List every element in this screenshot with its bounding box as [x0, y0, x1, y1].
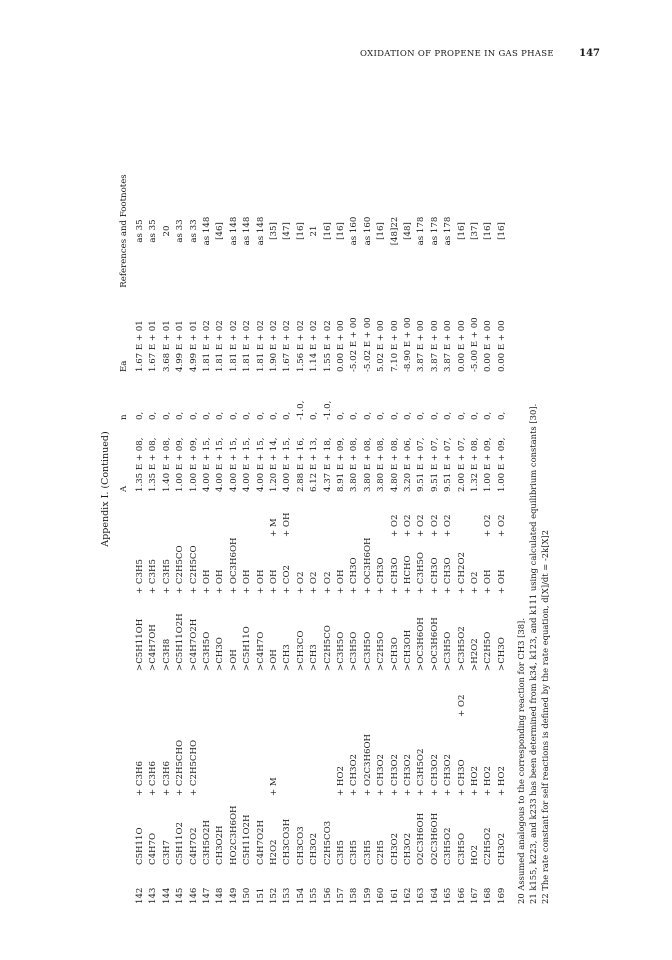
cell-no: 161: [389, 887, 400, 904]
column-header-A: A: [119, 485, 129, 492]
cell-A: 6.12 E + 13,: [309, 437, 320, 492]
cell-p1: >CH3: [282, 644, 293, 671]
cell-A: 1.35 E + 08,: [148, 437, 159, 492]
cell-p1: >OC3H6OH: [416, 617, 427, 671]
cell-r1: C3H5O2H: [202, 819, 212, 865]
cell-ref: as 33: [188, 219, 199, 243]
cell-ref: 21: [309, 225, 320, 237]
cell-p1: >C2H5CO: [322, 625, 333, 671]
cell-Ea: 3.68 E + 01: [161, 320, 172, 372]
cell-p3: + O2: [443, 514, 454, 537]
cell-A: 4.37 E + 18,: [322, 437, 333, 492]
cell-Ea: 4.99 E + 01: [175, 320, 186, 372]
cell-A: 1.00 E + 09,: [496, 437, 507, 492]
cell-ref: as 148: [202, 216, 212, 246]
cell-n: 0,: [309, 411, 320, 420]
cell-p2: + C3H5: [161, 559, 172, 594]
running-title: OXIDATION OF PROPENE IN GAS PHASE: [360, 49, 554, 59]
cell-A: 3.80 E + 08,: [376, 437, 387, 492]
cell-A: 9.51 E + 07,: [429, 437, 440, 492]
cell-r1: CH3O2: [403, 832, 413, 865]
cell-p1: >OH: [269, 649, 279, 671]
cell-no: 165: [443, 887, 454, 904]
cell-ref: 20: [161, 225, 172, 237]
cell-p3: + O2: [429, 514, 440, 537]
cell-n: 0,: [148, 411, 159, 420]
cell-no: 160: [376, 887, 387, 904]
cell-r2: + HO2: [496, 766, 507, 796]
cell-no: 163: [416, 887, 427, 904]
cell-n: 0,: [389, 411, 400, 420]
cell-ref: [16]: [322, 222, 333, 240]
cell-no: 154: [295, 887, 306, 904]
cell-A: 4.00 E + 15,: [202, 437, 212, 492]
cell-no: 151: [255, 887, 266, 904]
cell-p2: + C2H5CO: [175, 545, 186, 594]
cell-ref: [16]: [336, 222, 346, 240]
cell-p2: + C3H5: [135, 559, 145, 594]
cell-A: 1.32 E + 08,: [470, 437, 480, 492]
cell-n: 0,: [175, 411, 186, 420]
cell-p2: + O2: [295, 571, 306, 594]
cell-no: 153: [282, 887, 293, 904]
column-header-refs: References and Footnotes: [119, 174, 129, 288]
cell-p3: + OH: [282, 512, 293, 537]
cell-r1: C2H5O2: [483, 827, 494, 865]
cell-p3: + O2: [496, 514, 507, 537]
cell-Ea: 0.00 E + 00: [456, 320, 467, 372]
cell-ref: as 148: [242, 216, 253, 246]
cell-p1: >C5H11O: [242, 626, 253, 671]
cell-A: 2.88 E + 16,: [295, 437, 306, 492]
cell-n: 0,: [349, 411, 360, 420]
cell-p1: >OC3H6OH: [429, 617, 440, 671]
cell-r2: + M: [269, 777, 279, 796]
cell-n: 0,: [282, 411, 293, 420]
cell-no: 166: [456, 887, 467, 904]
cell-r1: C3H7: [161, 839, 172, 865]
cell-A: 3.80 E + 08,: [362, 437, 373, 492]
cell-n: 0,: [496, 411, 507, 420]
cell-no: 169: [496, 887, 507, 904]
cell-p3: + O2: [389, 514, 400, 537]
cell-p1: >CH3OH: [403, 629, 413, 671]
cell-r1: C4H7O: [148, 832, 159, 865]
cell-r1: C3H5O2: [443, 827, 454, 865]
cell-p1: >CH3CO: [295, 630, 306, 671]
cell-A: 9.51 E + 07,: [416, 437, 427, 492]
cell-ref: [16]: [295, 222, 306, 240]
cell-r1: CH3O2H: [215, 825, 226, 865]
cell-A: 1.00 E + 09,: [483, 437, 494, 492]
cell-p2: + OC3H6OH: [362, 537, 373, 594]
cell-no: 158: [349, 887, 360, 904]
cell-Ea: -5.00 E + 00: [470, 317, 480, 372]
cell-p2: + CH3O: [389, 557, 400, 594]
cell-n: 0,: [416, 411, 427, 420]
cell-p1: >CH3O: [496, 637, 507, 671]
cell-p1: >C3H5O2: [456, 626, 467, 671]
cell-ref: [48]: [403, 222, 413, 240]
cell-p1: >C3H8: [161, 638, 172, 671]
cell-p2: + OH: [215, 569, 226, 594]
cell-n: 0,: [470, 411, 480, 420]
cell-r2: + CH3O2: [403, 754, 413, 796]
cell-r2: + CH3O2: [376, 754, 387, 796]
cell-ref: [16]: [483, 222, 494, 240]
cell-A: 3.20 E + 06,: [403, 437, 413, 492]
cell-p1: >C4H7O: [255, 631, 266, 671]
cell-ref: [48]22: [389, 216, 400, 246]
cell-A: 4.80 E + 08,: [389, 437, 400, 492]
cell-Ea: 1.67 E + 01: [135, 320, 145, 372]
rotated-table: [96, 104, 556, 904]
cell-Ea: 1.67 E + 01: [148, 320, 159, 372]
cell-r1: HO2: [470, 844, 480, 865]
cell-r2: + C2H5CHO: [175, 739, 186, 796]
cell-no: 149: [228, 887, 239, 904]
cell-no: 152: [269, 887, 279, 904]
cell-no: 156: [322, 887, 333, 904]
cell-Ea: 0.00 E + 00: [483, 320, 494, 372]
footnote: 21 k155, k223, and k233 has been determined from k34, k123, and k111 using calculated equilibrium constants [30].: [528, 403, 539, 904]
cell-p3: + O2: [483, 514, 494, 537]
cell-r1: C2H5CO3: [322, 820, 333, 865]
cell-r2: + O2C3H6OH: [362, 734, 373, 796]
cell-n: 0,: [242, 411, 253, 420]
cell-p2: + C2H5CO: [188, 545, 199, 594]
cell-p1: >C3H5O: [362, 631, 373, 671]
cell-no: 168: [483, 887, 494, 904]
cell-ref: as 148: [228, 216, 239, 246]
cell-no: 159: [362, 887, 373, 904]
cell-r1: C3H5: [362, 839, 373, 865]
cell-r1: C5H11O: [135, 827, 145, 865]
cell-r1: CH3O2: [309, 832, 320, 865]
cell-A: 1.00 E + 09,: [175, 437, 186, 492]
cell-p2: + O2: [322, 571, 333, 594]
cell-n: 0,: [403, 411, 413, 420]
cell-n: 0,: [161, 411, 172, 420]
cell-r1: H2O2: [269, 839, 279, 865]
cell-r2: + CH3O2: [429, 754, 440, 796]
cell-ref: as 35: [148, 219, 159, 243]
cell-p2: + OC3H6OH: [228, 537, 239, 594]
column-header-n: n: [119, 414, 129, 420]
cell-r2: + C3H6: [135, 761, 145, 796]
cell-r1: C4H7O2H: [255, 819, 266, 865]
cell-n: 0,: [202, 411, 212, 420]
page-number: 147: [579, 48, 600, 59]
cell-r2: + CH3O2: [443, 754, 454, 796]
cell-ref: as 178: [443, 216, 454, 246]
cell-A: 4.00 E + 15,: [255, 437, 266, 492]
cell-ref: as 148: [255, 216, 266, 246]
cell-n: 0,: [135, 411, 145, 420]
cell-no: 144: [161, 887, 172, 904]
cell-no: 148: [215, 887, 226, 904]
cell-ref: [16]: [456, 222, 467, 240]
cell-Ea: 0.00 E + 00: [496, 320, 507, 372]
cell-ref: [37]: [470, 222, 480, 240]
cell-Ea: -5.02 E + 00: [349, 317, 360, 372]
cell-r1: C5H11O2H: [242, 814, 253, 865]
cell-n: 0,: [255, 411, 266, 420]
cell-p3: + O2: [416, 514, 427, 537]
cell-p1: >C5H11O2H: [175, 613, 186, 671]
cell-r2: + CH3O2: [349, 754, 360, 796]
cell-no: 155: [309, 887, 320, 904]
cell-r1: O2C3H6OH: [429, 812, 440, 865]
cell-n: -1.0,: [322, 400, 333, 420]
cell-p1: >C3H5O: [349, 631, 360, 671]
cell-A: 4.00 E + 15,: [215, 437, 226, 492]
cell-p1: >H2O2: [470, 638, 480, 671]
cell-r2: + C3H6: [148, 761, 159, 796]
cell-p1: >C5H11OH: [135, 618, 145, 671]
cell-no: 147: [202, 887, 212, 904]
cell-Ea: -5.02 E + 00: [362, 317, 373, 372]
cell-no: 167: [470, 887, 480, 904]
cell-Ea: 3.87 E + 00: [429, 320, 440, 372]
cell-n: 0,: [483, 411, 494, 420]
cell-r1: CH3CO3H: [282, 818, 293, 865]
cell-r1: C4H7O2: [188, 827, 199, 865]
cell-A: 1.35 E + 08,: [135, 437, 145, 492]
cell-n: 0,: [443, 411, 454, 420]
cell-Ea: 1.81 E + 02: [228, 320, 239, 372]
cell-n: 0,: [228, 411, 239, 420]
cell-A: 1.20 E + 14,: [269, 437, 279, 492]
cell-A: 2.00 E + 07,: [456, 437, 467, 492]
cell-p1: >C2H5O: [376, 631, 387, 671]
cell-p2: + HCHO: [403, 555, 413, 594]
cell-r2: + HO2: [483, 766, 494, 796]
cell-ref: as 160: [362, 216, 373, 246]
cell-Ea: 3.87 E + 00: [443, 320, 454, 372]
cell-p2: + C3H5O: [416, 552, 427, 594]
cell-p1: >CH3: [309, 644, 320, 671]
cell-n: 0,: [269, 411, 279, 420]
cell-ref: as 178: [416, 216, 427, 246]
cell-Ea: 1.55 E + 02: [322, 320, 333, 372]
cell-A: 9.51 E + 07,: [443, 437, 454, 492]
running-header: [360, 49, 600, 59]
cell-p2: + CH3O: [349, 557, 360, 594]
cell-p2: + CH3O: [443, 557, 454, 594]
cell-no: 164: [429, 887, 440, 904]
cell-p2: + CO2: [282, 564, 293, 594]
cell-ref: as 160: [349, 216, 360, 246]
cell-r1: CH3CO3: [295, 826, 306, 865]
cell-ref: [46]: [215, 222, 226, 240]
cell-Ea: -8.90 E + 00: [403, 317, 413, 372]
cell-p2: + OH: [202, 569, 212, 594]
cell-r1: C3H5: [336, 839, 346, 865]
cell-Ea: 1.81 E + 02: [202, 320, 212, 372]
cell-p2: + CH3O: [429, 557, 440, 594]
cell-Ea: 3.87 E + 00: [416, 320, 427, 372]
cell-Ea: 1.90 E + 02: [269, 320, 279, 372]
cell-p1: >C2H5O: [483, 631, 494, 671]
cell-r1: HO2C3H6OH: [228, 805, 239, 865]
cell-r2: + HO2: [336, 766, 346, 796]
cell-p1: >CH3O: [215, 637, 226, 671]
cell-Ea: 0.00 E + 00: [336, 320, 346, 372]
cell-p1: >CH3O: [389, 637, 400, 671]
cell-ref: [35]: [269, 222, 279, 240]
cell-no: 162: [403, 887, 413, 904]
cell-n: 0,: [429, 411, 440, 420]
cell-r1: CH3O2: [389, 832, 400, 865]
cell-p2: + OH: [255, 569, 266, 594]
cell-p1: >OH: [228, 649, 239, 671]
cell-Ea: 1.14 E + 02: [309, 320, 320, 372]
cell-r2: + C3H5O2: [416, 748, 427, 796]
cell-p1: >C3H5O: [336, 631, 346, 671]
cell-n: 0,: [336, 411, 346, 420]
cell-Ea: 7.10 E + 00: [389, 320, 400, 372]
cell-Ea: 4.99 E + 01: [188, 320, 199, 372]
cell-Ea: 1.81 E + 02: [215, 320, 226, 372]
table-caption: Appendix I. (Continued): [100, 431, 111, 547]
cell-A: 4.00 E + 15,: [282, 437, 293, 492]
cell-n: 0,: [362, 411, 373, 420]
cell-n: 0,: [456, 411, 467, 420]
cell-ref: [16]: [496, 222, 507, 240]
cell-no: 142: [135, 887, 145, 904]
cell-r1: C3H5O: [456, 832, 467, 865]
cell-p2: + OH: [242, 569, 253, 594]
cell-n: -1.0,: [295, 400, 306, 420]
cell-r2: + CH3O2: [389, 754, 400, 796]
cell-Ea: 1.81 E + 02: [242, 320, 253, 372]
cell-p1: >C4H7OH: [148, 624, 159, 671]
cell-p2: + OH: [269, 569, 279, 594]
cell-r2: + CH3O: [456, 759, 467, 796]
cell-r1: C5H11O2: [175, 822, 186, 865]
cell-r1: CH3O2: [496, 832, 507, 865]
cell-A: 3.80 E + 08,: [349, 437, 360, 492]
cell-p2: + CH2O2: [456, 552, 467, 594]
cell-no: 150: [242, 887, 253, 904]
cell-p3: + O2: [403, 514, 413, 537]
cell-ref: as 178: [429, 216, 440, 246]
cell-A: 1.00 E + 09,: [188, 437, 199, 492]
footnote: 22 The rate constant for self reactions is defined by the rate equation, d[X]/dt = -2k[X]2: [540, 529, 551, 904]
footnote: 20 Assumed analogous to the corresponding reaction for CH3 [38].: [516, 618, 527, 904]
cell-p2: + C3H5: [148, 559, 159, 594]
cell-n: 0,: [376, 411, 387, 420]
cell-ref: [16]: [376, 222, 387, 240]
cell-p2: + O2: [309, 571, 320, 594]
cell-ref: [47]: [282, 222, 293, 240]
cell-A: 4.00 E + 15,: [228, 437, 239, 492]
cell-r1: C3H5: [349, 839, 360, 865]
cell-r1: C2H5: [376, 839, 387, 865]
cell-p1: >C3H5O: [202, 631, 212, 671]
cell-p2: + OH: [336, 569, 346, 594]
cell-n: 0,: [188, 411, 199, 420]
cell-p1: >C3H5O: [443, 631, 454, 671]
cell-r2: + C3H6: [161, 761, 172, 796]
cell-p1: >C4H7O2H: [188, 618, 199, 671]
cell-A: 4.00 E + 15,: [242, 437, 253, 492]
cell-Ea: 1.67 E + 02: [282, 320, 293, 372]
cell-n: 0,: [215, 411, 226, 420]
cell-A: 8.91 E + 09,: [336, 437, 346, 492]
cell-r2: + HO2: [470, 766, 480, 796]
cell-no: 145: [175, 887, 186, 904]
cell-r1: O2C3H6OH: [416, 812, 427, 865]
cell-no: 146: [188, 887, 199, 904]
cell-p2: + OH: [496, 569, 507, 594]
cell-p2: + O2: [470, 571, 480, 594]
cell-Ea: 1.81 E + 02: [255, 320, 266, 372]
cell-r3: + O2: [456, 694, 467, 717]
cell-no: 157: [336, 887, 346, 904]
cell-p2: + OH: [483, 569, 494, 594]
cell-Ea: 5.02 E + 00: [376, 320, 387, 372]
column-header-Ea: Ea: [119, 360, 129, 372]
cell-no: 143: [148, 887, 159, 904]
cell-ref: as 35: [135, 219, 145, 243]
cell-r2: + C2H5CHO: [188, 739, 199, 796]
cell-p3: + M: [269, 518, 279, 537]
cell-Ea: 1.56 E + 02: [295, 320, 306, 372]
cell-ref: as 33: [175, 219, 186, 243]
cell-p2: + CH3O: [376, 557, 387, 594]
cell-A: 1.40 E + 08,: [161, 437, 172, 492]
